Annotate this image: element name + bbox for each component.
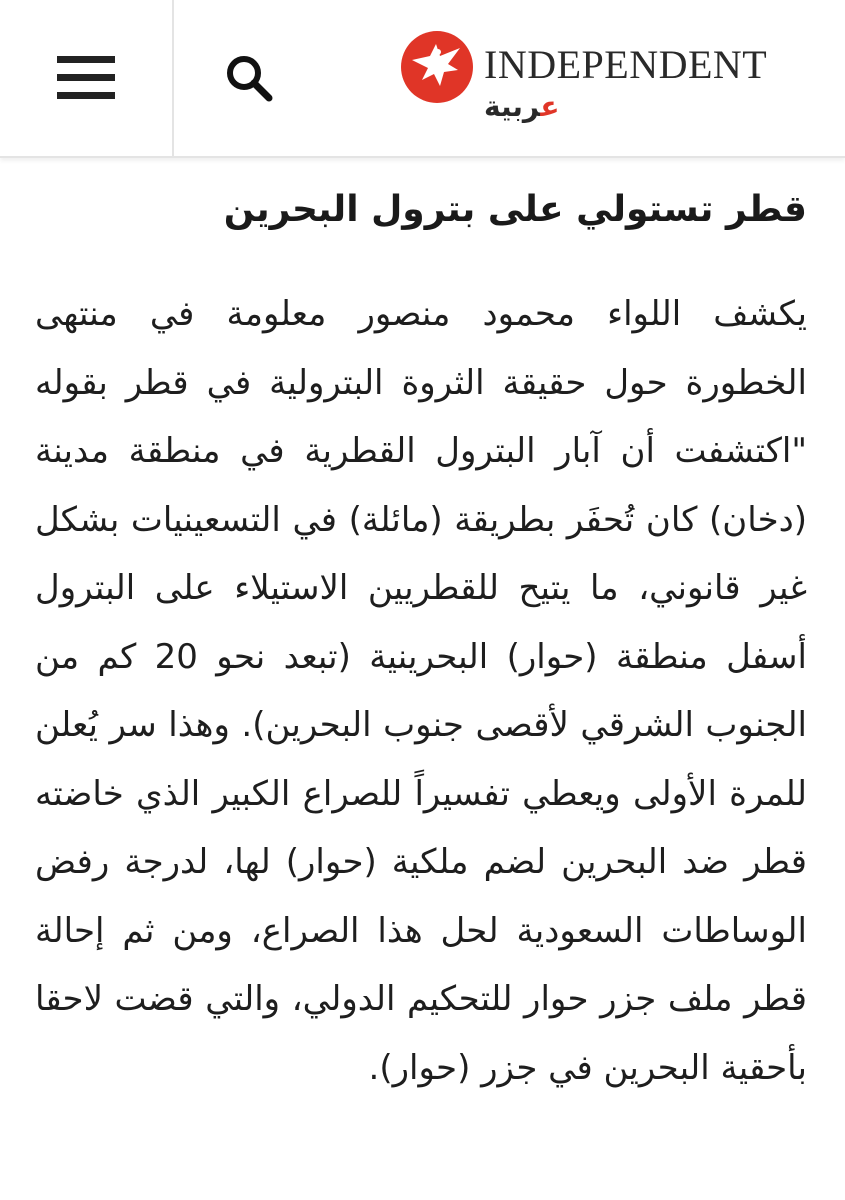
article-title: قطر تستولي على بترول البحرين <box>223 189 807 230</box>
article-body: يكشف اللواء محمود منصور معلومة في منتهى الخطورة حول حقيقة الثروة البترولية في قطر بقوله "اكتشفت أن آبار البترول القطرية في منطقة مدينة (دخان) كان تُحفَر بطريقة (مائلة) في التسعينيات بشكل غير قانوني، ما يتيح للقطريين الاستيلاء على البترول أسفل منطقة (حوار) البحرينية (تبعد نحو 20 كم من الجنوب الشرقي لأقصى جنوب البحرين). وهذا سر يُعلن للمرة الأولى ويعطي تفسيراً للصراع الكبير الذي خاضته قطر ضد البحرين لضم ملكية (حوار) لها، لدرجة رفض الوساطات السعودية لحل هذا الصراع، ومن ثم إحالة قطر ملف جزر حوار للتحكيم الدولي، والتي قضت لاحقا بأحقية البحرين في جزر (حوار). <box>35 294 807 1088</box>
logo-arabic-rest: ربية <box>484 90 541 123</box>
site-logo[interactable] <box>400 30 810 130</box>
site-header <box>0 0 845 158</box>
logo-arabic-wordmark <box>484 90 559 124</box>
menu-button[interactable] <box>0 0 174 156</box>
logo-arabic-prefix: ع <box>540 90 560 123</box>
logo-wordmark: INDEPENDENT <box>484 42 768 87</box>
search-button[interactable] <box>174 0 324 156</box>
search-icon <box>225 54 273 102</box>
eagle-emblem-icon <box>400 30 474 104</box>
hamburger-menu-icon <box>57 56 115 100</box>
